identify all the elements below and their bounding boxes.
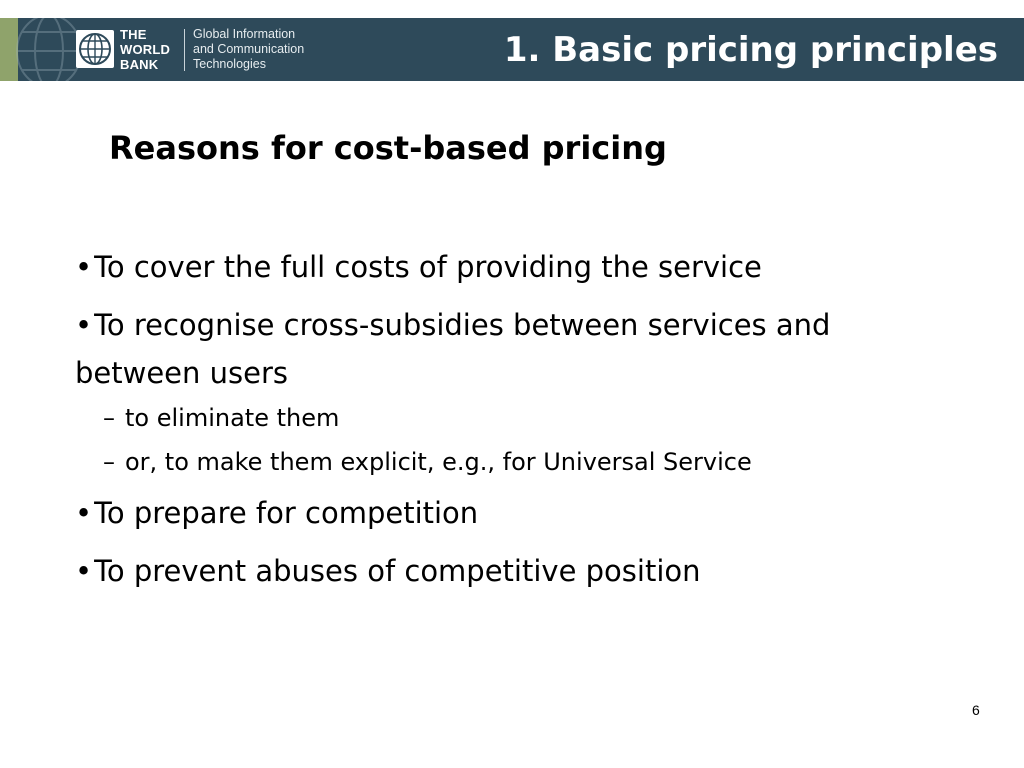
unit-name-line: and Communication (193, 42, 305, 56)
world-bank-globe-icon (76, 30, 114, 68)
bullet-text: To prepare for competition (94, 496, 479, 530)
bullet-item (75, 547, 955, 595)
bullet-marker: • (75, 554, 93, 588)
bullet-item (75, 243, 955, 291)
sub-bullet-marker: – (103, 404, 115, 432)
bullet-item (75, 301, 955, 397)
slide-header (0, 18, 1024, 81)
page-number: 6 (972, 702, 980, 718)
bullet-text: To recognise cross-subsidies between services and between users (75, 308, 831, 390)
bullet-list (75, 243, 955, 605)
sub-bullet-list (75, 401, 955, 479)
organization-name-line: WORLD (120, 42, 171, 57)
unit-name (193, 27, 304, 72)
globe-watermark-icon (14, 18, 84, 81)
slide-title: 1. Basic pricing principles (503, 30, 998, 70)
bullet-text: To cover the full costs of providing the service (94, 250, 762, 284)
bullet-marker: • (75, 250, 93, 284)
sub-bullet-marker: – (103, 448, 115, 476)
unit-name-line: Global Information (193, 27, 296, 41)
sub-bullet-text: to eliminate them (125, 404, 340, 432)
slide-subtitle: Reasons for cost-based pricing (109, 129, 667, 167)
organization-name-line: BANK (120, 57, 159, 72)
sub-bullet-item (103, 401, 955, 435)
sub-bullet-item (103, 445, 955, 479)
sub-bullet-text: or, to make them explicit, e.g., for Universal Service (125, 448, 752, 476)
bullet-marker: • (75, 308, 93, 342)
organization-name (120, 27, 170, 72)
bullet-text: To prevent abuses of competitive position (94, 554, 701, 588)
organization-name-line: THE (120, 27, 147, 42)
bullet-marker: • (75, 496, 93, 530)
bullet-item (75, 489, 955, 537)
logo-divider (184, 29, 185, 71)
unit-name-line: Technologies (193, 57, 266, 71)
